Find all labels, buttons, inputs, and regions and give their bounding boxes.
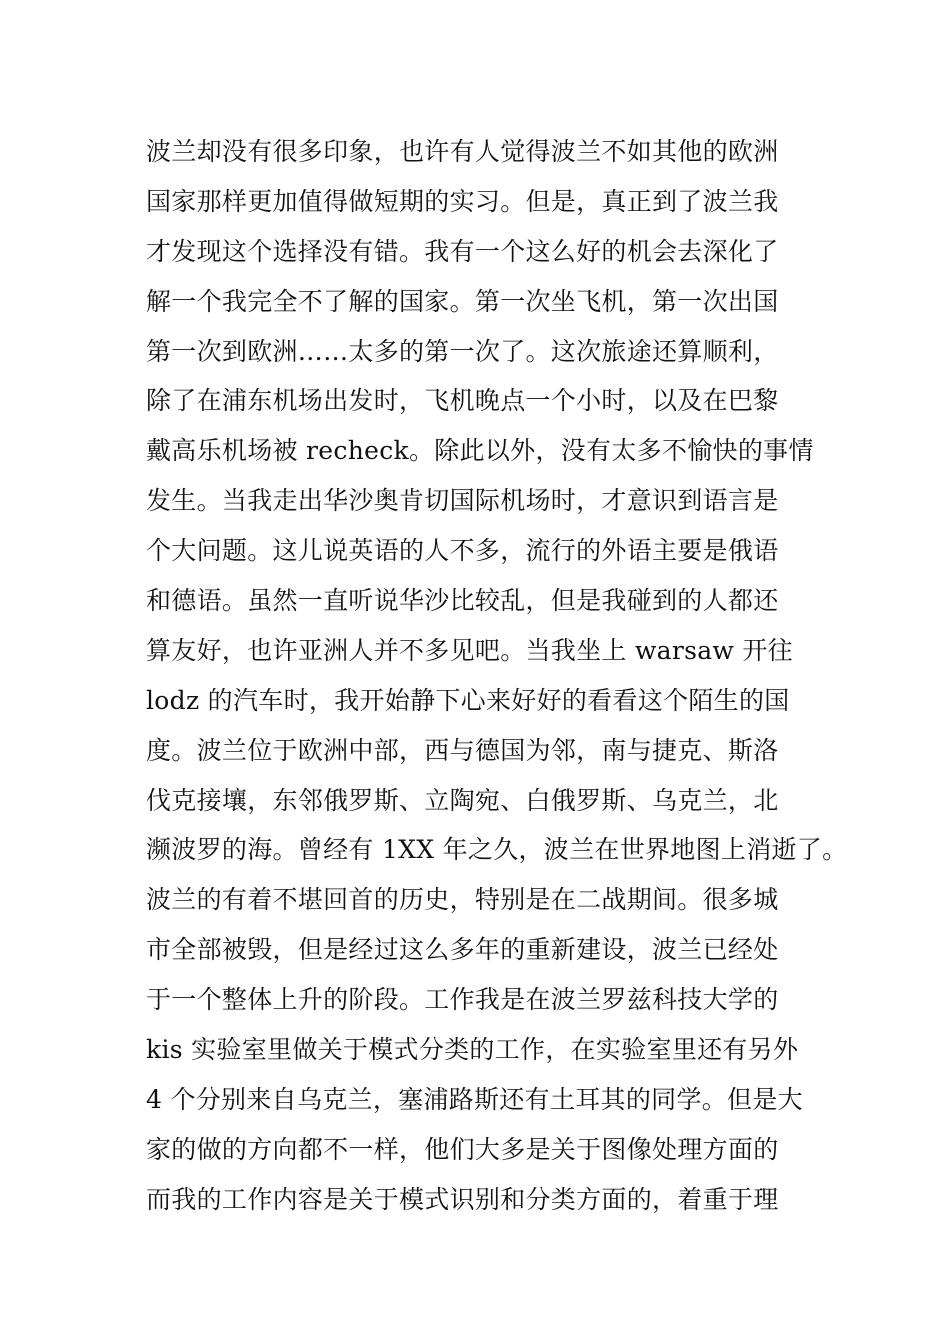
text-line: 个大问题。这儿说英语的人不多，流行的外语主要是俄语 (146, 536, 779, 566)
text-line: 于一个整体上升的阶段。工作我是在波兰罗兹科技大学的 (146, 985, 779, 1015)
text-line: 4 个分别来自乌克兰，塞浦路斯还有土耳其的同学。但是大 (146, 1084, 803, 1114)
text-line: 伐克接壤，东邻俄罗斯、立陶宛、白俄罗斯、乌克兰，北 (146, 785, 779, 815)
text-line: 戴高乐机场被 recheck。除此以外，没有太多不愉快的事情 (146, 436, 814, 466)
body-text (146, 127, 848, 1225)
text-line: 而我的工作内容是关于模式识别和分类方面的，着重于理 (146, 1184, 779, 1214)
text-line: 第一次到欧洲……太多的第一次了。这次旅途还算顺利， (146, 336, 779, 366)
text-line: 国家那样更加值得做短期的实习。但是，真正到了波兰我 (146, 186, 779, 216)
text-line: 波兰的有着不堪回首的历史，特别是在二战期间。很多城 (146, 885, 779, 915)
text-line: 算友好，也许亚洲人并不多见吧。当我坐上 warsaw 开往 (146, 635, 793, 665)
text-line: 解一个我完全不了解的国家。第一次坐飞机，第一次出国 (146, 286, 779, 316)
text-line: 和德语。虽然一直听说华沙比较乱，但是我碰到的人都还 (146, 586, 779, 616)
text-line: 市全部被毁，但是经过这么多年的重新建设，波兰已经处 (146, 935, 779, 965)
text-line: 除了在浦东机场出发时，飞机晚点一个小时，以及在巴黎 (146, 386, 779, 416)
text-line: 度。波兰位于欧洲中部，西与德国为邻，南与捷克、斯洛 (146, 735, 779, 765)
text-line: 波兰却没有很多印象，也许有人觉得波兰不如其他的欧洲 (146, 137, 779, 166)
text-line: 发生。当我走出华沙奥肯切国际机场时，才意识到语言是 (146, 486, 779, 516)
text-line: kis 实验室里做关于模式分类的工作，在实验室里还有另外 (146, 1035, 799, 1065)
text-line: 濒波罗的海。曾经有 1XX 年之久，波兰在世界地图上消逝了。 (146, 835, 848, 865)
text-line: 才发现这个选择没有错。我有一个这么好的机会去深化了 (146, 236, 779, 266)
text-line: lodz 的汽车时，我开始静下心来好好的看看这个陌生的国 (146, 685, 790, 715)
text-line: 家的做的方向都不一样，他们大多是关于图像处理方面的 (146, 1134, 779, 1164)
